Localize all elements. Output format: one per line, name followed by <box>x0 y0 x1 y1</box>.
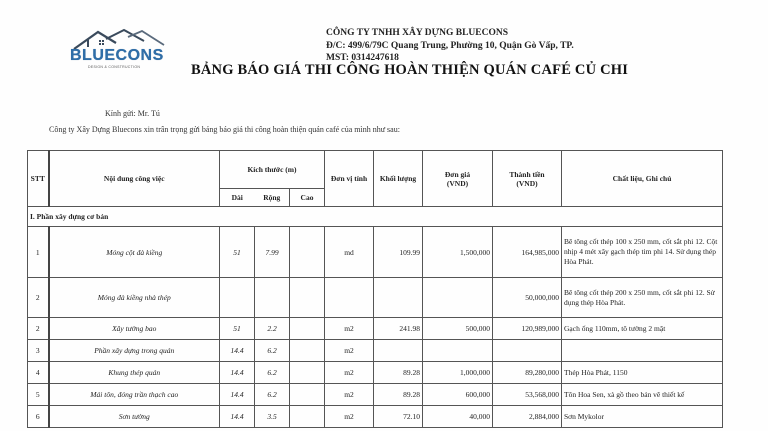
company-tax-id: MST: 0314247618 <box>326 53 399 63</box>
header-quantity: Khối lượng <box>374 151 423 207</box>
header-content: Nội dung công việc <box>49 151 220 207</box>
section-row <box>28 207 723 227</box>
company-name: CÔNG TY TNHH XÂY DỰNG BLUECONS <box>326 28 509 38</box>
table-row: 2 Xây tường bao 51 2.2 m2 241.98 500,000 120,989,000 Gạch ống 110mm, tô tường 2 mặt <box>28 318 723 340</box>
greeting: Kính gửi: Mr. Tú <box>105 109 160 118</box>
company-address: Đ/C: 499/6/79C Quang Trung, Phường 10, Quận Gò Vấp, TP. <box>326 40 574 51</box>
header-stt: STT <box>28 151 49 207</box>
logo-tagline: DESIGN & CONSTRUCTION <box>88 65 141 69</box>
header-notes: Chất liệu, Ghi chú <box>562 151 723 207</box>
header-row <box>28 151 723 189</box>
table-row: 3 Phần xây dựng trong quán 14.4 6.2 m2 <box>28 340 723 362</box>
intro-text: Công ty Xây Dựng Bluecons xin trân trọng gửi bảng báo giá thi công hoàn thiện quán café của mình như sau: <box>49 125 400 134</box>
header-dimensions: Kích thước (m) <box>220 151 325 189</box>
section-title: I. Phần xây dựng cơ bản <box>28 207 723 227</box>
table-row: 6 Sơn tường 14.4 3.5 m2 72.10 40,000 2,884,000 Sơn Mykolor <box>28 406 723 428</box>
header-unit-price: Đơn giá (VND) <box>423 151 493 207</box>
header-length: Dài <box>220 189 255 207</box>
table-row: 4 Khung thép quán 14.4 6.2 m2 89.28 1,000,000 89,280,000 Thép Hòa Phát, 1150 <box>28 362 723 384</box>
header-width: Rộng <box>255 189 290 207</box>
header-total: Thành tiền (VND) <box>493 151 562 207</box>
document-title: BẢNG BÁO GIÁ THI CÔNG HOÀN THIỆN QUÁN CAFÉ CỦ CHI <box>191 62 629 78</box>
table-row: 5 Mái tôn, đóng trần thạch cao 14.4 6.2 m2 89.28 600,000 53,568,000 Tôn Hoa Sen, xà gồ theo bản vẽ thiết kế <box>28 384 723 406</box>
company-info <box>326 27 574 65</box>
header-unit: Đơn vị tính <box>325 151 374 207</box>
company-logo <box>66 27 176 67</box>
quotation-table <box>27 150 723 428</box>
table-row: 2 Móng đà kiềng nhà thép 50,000,000 Bê tông cốt thép 200 x 250 mm, cốt sắt phi 12. Sử dụng thép Hòa Phát. <box>28 278 723 318</box>
table-row: 1 Móng cột đà kiềng 51 7.99 md 109.99 1,500,000 164,985,000 Bê tông cốt thép 100 x 250 mm, cốt sắt phi 12. Cột nhịp 4 mét xây gạch thép tim phi 14. Sử dụng thép Hòa Phát. <box>28 227 723 278</box>
logo-wordmark: BLUECONS <box>70 47 164 64</box>
header-height: Cao <box>290 189 325 207</box>
